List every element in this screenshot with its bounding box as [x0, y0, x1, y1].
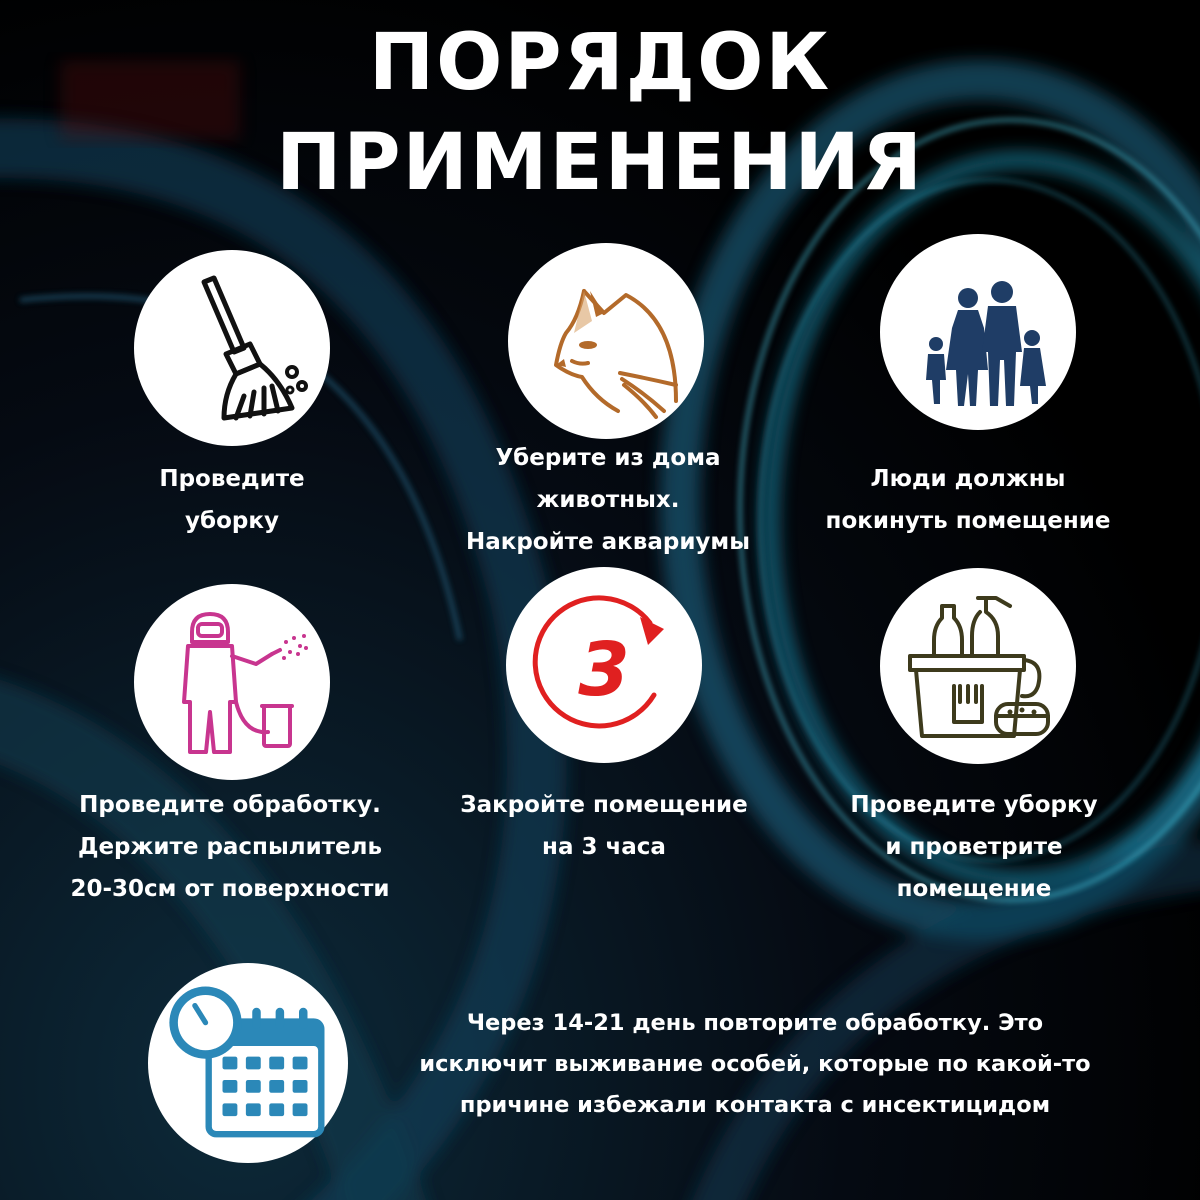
timer-number: 3 [578, 627, 630, 713]
step-5-caption [414, 784, 794, 868]
step-4-line-1: Проведите обработку. [79, 792, 381, 818]
step-3-circle [880, 234, 1076, 430]
cat-icon [526, 261, 686, 421]
family-icon [898, 252, 1058, 412]
step-4-caption [40, 784, 420, 910]
cleaning-bucket-icon [898, 586, 1058, 746]
step-6-caption [784, 784, 1164, 910]
step-1-caption [42, 458, 422, 542]
step-6-line-1: Проведите уборку [850, 792, 1098, 818]
step-2-circle [508, 243, 704, 439]
final-step-circle [148, 963, 348, 1163]
step-4-line-3: 20-30см от поверхности [70, 876, 390, 902]
step-5-line-2: на 3 часа [542, 834, 666, 860]
hazmat-sprayer-icon [152, 602, 312, 762]
step-2-line-3: Накройте аквариумы [465, 529, 751, 555]
timer-3-hours-icon [524, 585, 684, 745]
step-2-line-1: Уберите из дома [495, 445, 721, 471]
step-2-line-2: животных. [536, 487, 680, 513]
step-5-circle [506, 567, 702, 763]
step-6-line-3: помещение [896, 876, 1052, 902]
final-step-text [370, 1003, 1140, 1126]
step-4-line-2: Держите распылитель [77, 834, 383, 860]
step-4-circle [134, 584, 330, 780]
step-6-line-2: и проветрите [885, 834, 1063, 860]
step-3-line-1: Люди должны [870, 466, 1066, 492]
title-line-2: ПРИМЕНЕНИЯ [276, 118, 924, 208]
step-5-line-1: Закройте помещение [460, 792, 748, 818]
title-line-1: ПОРЯДОК [368, 18, 832, 108]
step-1-line-1: Проведите [159, 466, 305, 492]
final-step-line-3: причине избежали контакта с инсектицидом [459, 1092, 1051, 1118]
step-3-line-2: покинуть помещение [825, 508, 1111, 534]
final-step-line-1: Через 14-21 день повторите обработку. Это [466, 1010, 1044, 1036]
calendar-clock-icon [163, 978, 333, 1148]
step-6-circle [880, 568, 1076, 764]
final-step-line-2: исключит выживание особей, которые по какой-то [419, 1051, 1091, 1077]
step-1-circle [134, 250, 330, 446]
broom-icon [152, 268, 312, 428]
step-3-caption [778, 458, 1158, 542]
step-1-line-2: уборку [185, 508, 279, 534]
step-2-caption [418, 437, 798, 563]
